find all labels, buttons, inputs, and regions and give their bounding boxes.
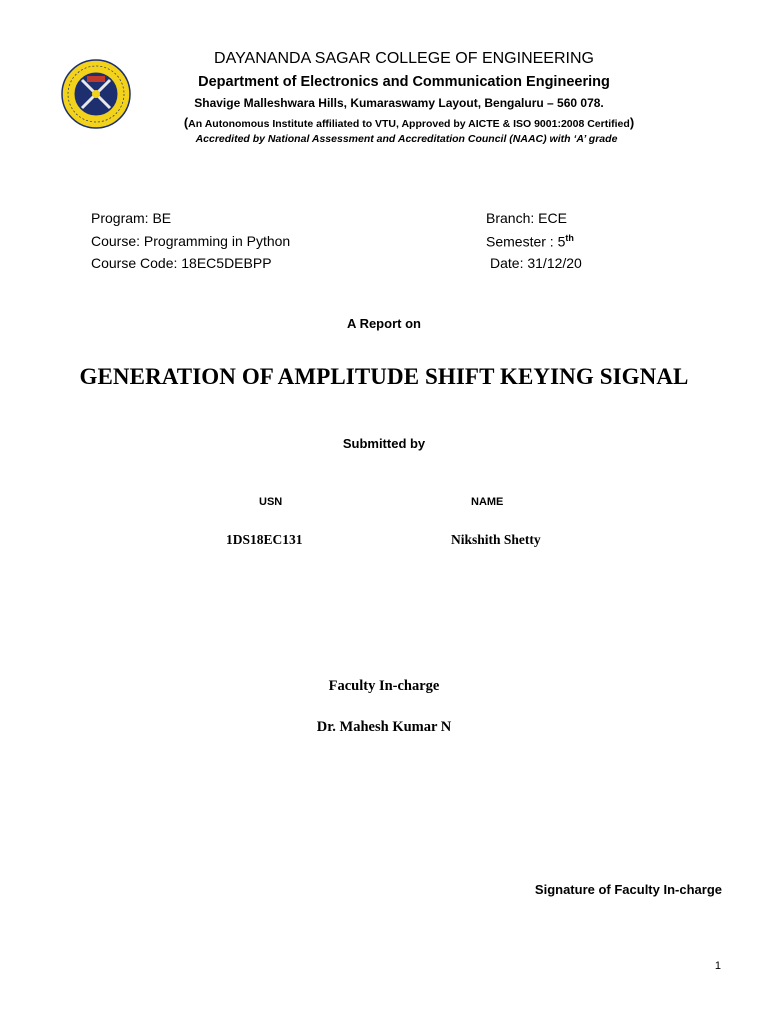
submitted-by-label: Submitted by	[342, 436, 426, 451]
semester-field	[486, 233, 574, 250]
college-address: Shavige Malleshwara Hills, Kumaraswamy Layout, Bengaluru – 560 078.	[194, 96, 604, 110]
accreditation-line: Accredited by National Assessment and Accreditation Council (NAAC) with ‘A’ grade	[195, 133, 618, 145]
semester-suffix: th	[565, 233, 574, 243]
affiliation-text: An Autonomous Institute affiliated to VTU, Approved by AICTE & ISO 9001:2008 Certified	[188, 118, 630, 130]
faculty-name: Dr. Mahesh Kumar N	[316, 719, 452, 735]
page-number: 1	[714, 960, 721, 972]
program-field: Program: BE	[91, 210, 172, 226]
faculty-label: Faculty In-charge	[328, 678, 440, 694]
report-title: GENERATION OF AMPLITUDE SHIFT KEYING SIGNAL	[79, 364, 689, 389]
signature-label: Signature of Faculty In-charge	[534, 882, 722, 897]
branch-field: Branch: ECE	[486, 210, 567, 226]
report-intro: A Report on	[347, 316, 421, 331]
name-column-header: NAME	[471, 496, 504, 508]
usn-column-header: USN	[259, 496, 283, 508]
student-usn: 1DS18EC131	[226, 532, 303, 547]
college-name: DAYANANDA SAGAR COLLEGE OF ENGINEERING	[214, 50, 594, 67]
affiliation-line: (An Autonomous Institute affiliated to VTU, Approved by AICTE & ISO 9001:2008 Certified)	[183, 115, 635, 130]
department-name: Department of Electronics and Communication Engineering	[198, 74, 610, 90]
semester-text: Semester : 5	[486, 233, 566, 250]
date-field: Date: 31/12/20	[490, 255, 582, 271]
course-field: Course: Programming in Python	[91, 233, 291, 249]
student-name: Nikshith Shetty	[451, 532, 541, 547]
course-code-field: Course Code: 18EC5DEBPP	[91, 255, 272, 271]
